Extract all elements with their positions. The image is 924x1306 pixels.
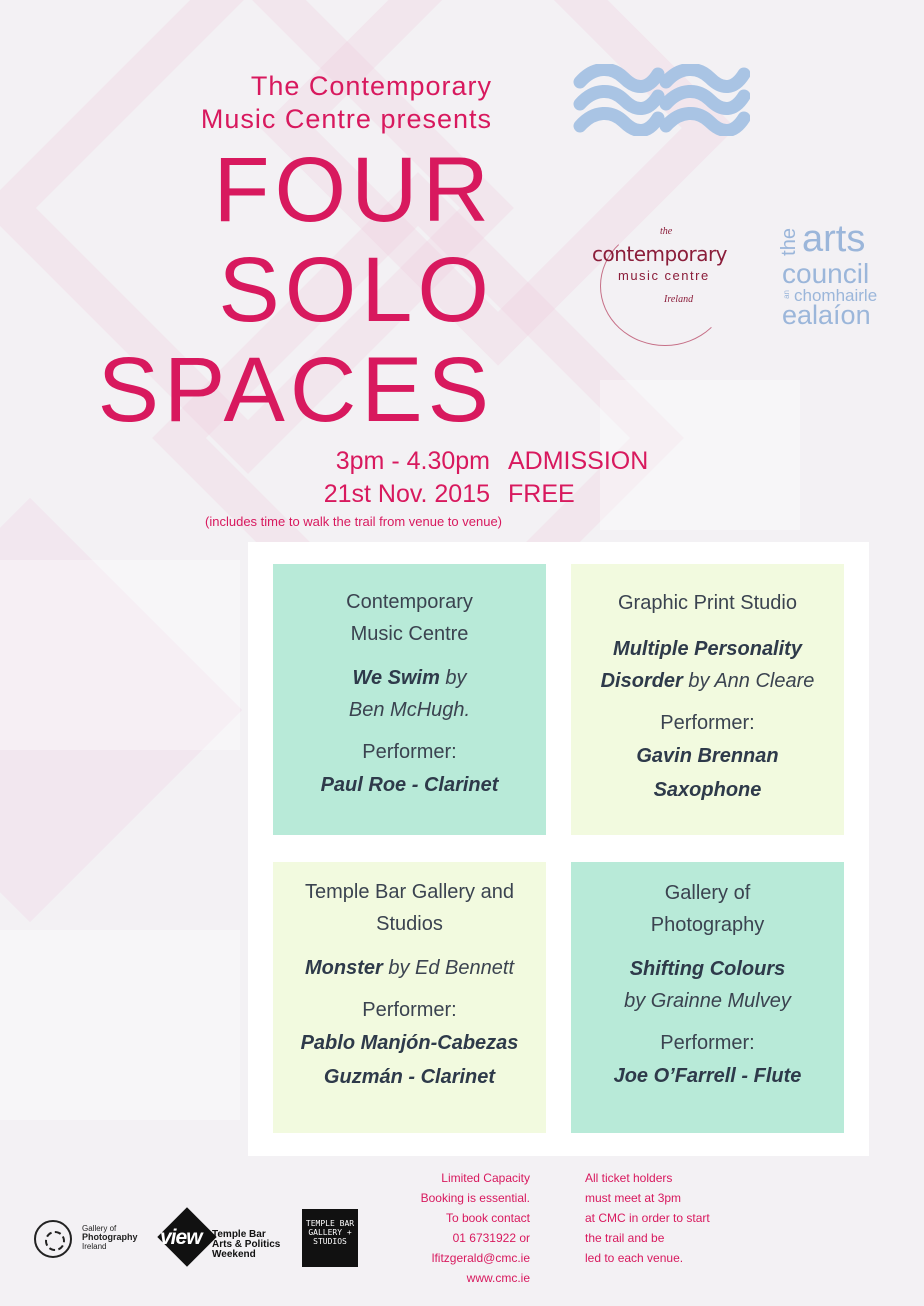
venue-name-line: Music Centre [350, 623, 469, 645]
venue-name-line: Gallery of [664, 882, 751, 904]
performer-instrument: Saxophone [653, 779, 762, 801]
performer-label: Performer: [362, 741, 457, 763]
meeting-line: led to each venue. [585, 1251, 684, 1265]
performer-name: Joe O’Farrell - Flute [613, 1065, 802, 1087]
arts-logo-ealaion: ealaíon [782, 300, 871, 330]
presenter-line-1: The Contemporary [250, 71, 492, 101]
presenter-line [201, 70, 492, 136]
composer-name: by Grainne Mulvey [624, 990, 791, 1012]
arts-logo-chomhairle: chomhairle [794, 286, 878, 305]
piece-title: Multiple Personality [613, 638, 802, 660]
venue-name-line: Photography [650, 914, 765, 936]
title-line-2: SOLO [218, 239, 494, 341]
venue-name [289, 586, 530, 650]
venue-card-temple-bar-gallery [273, 862, 546, 1133]
work-title [289, 662, 530, 726]
cmc-logo-place: Ireland [664, 294, 694, 305]
by-label: by [439, 667, 467, 689]
logo-text-line: Gallery of [82, 1224, 117, 1233]
booking-line: Booking is essential. [420, 1191, 530, 1205]
arts-logo-council: council [782, 258, 870, 289]
cmc-logo [592, 218, 742, 318]
performer-name: Pablo Manjón-Cabezas [300, 1032, 519, 1054]
temple-bar-gallery-logo [302, 1209, 358, 1267]
logo-text-line: TEMPLE BAR [305, 1219, 355, 1228]
booking-info [421, 1168, 530, 1288]
meeting-line: must meet at 3pm [585, 1191, 682, 1205]
logo-text-line: Weekend [212, 1249, 256, 1260]
title-line-3: SPACES [97, 339, 494, 441]
booking-line: Limited Capacity [441, 1171, 530, 1185]
performer-label: Performer: [660, 1032, 755, 1054]
piece-title: We Swim [352, 667, 440, 689]
event-time: 3pm - 4.30pm [335, 447, 490, 475]
piece-title: Monster [305, 957, 383, 979]
work-title [587, 633, 828, 697]
work-title [587, 953, 828, 1017]
aperture-icon [34, 1220, 72, 1258]
view-weekend-logo [158, 1212, 283, 1268]
piece-title-line-2: Disorder [600, 670, 683, 692]
arts-council-logo [778, 218, 900, 336]
logo-text-line: Temple Bar [212, 1229, 266, 1240]
logo-text-line: GALLERY + [308, 1228, 352, 1237]
performer-name: Gavin Brennan [636, 745, 779, 767]
venue-name [289, 876, 530, 940]
logo-text-line: STUDIOS [313, 1237, 347, 1246]
logo-text-line: Ireland [82, 1242, 107, 1251]
work-title [289, 952, 530, 984]
venue-name-line: Temple Bar Gallery and [305, 881, 514, 903]
view-wordmark: view [160, 1226, 202, 1249]
temple-bar-logo-text [302, 1219, 358, 1246]
venue-name [587, 877, 828, 941]
performer-name: Paul Roe - Clarinet [320, 774, 499, 796]
composer-name: by Ann Cleare [682, 670, 815, 692]
performer-label: Performer: [660, 712, 755, 734]
venue-name-line: Studios [376, 913, 443, 935]
arts-logo-arts: arts [802, 218, 866, 260]
arts-logo-the: the [778, 228, 800, 256]
meeting-line: All ticket holders [585, 1171, 673, 1185]
logo-text-line: Arts & Politics [212, 1239, 281, 1250]
performer-label: Performer: [362, 999, 457, 1021]
piece-title: Shifting Colours [629, 958, 786, 980]
booking-line: To book contact [445, 1211, 530, 1225]
wave-logo-icon [572, 64, 750, 136]
meeting-line: the trail and be [585, 1231, 665, 1245]
background-block [0, 560, 240, 750]
booking-email-link[interactable]: lfitzgerald@cmc.ie [431, 1251, 530, 1265]
presenter-line-2: Music Centre presents [200, 104, 492, 134]
meeting-info [585, 1168, 710, 1268]
venue-name-line: Contemporary [346, 591, 473, 613]
composer-name: by Ed Bennett [382, 957, 514, 979]
composer-name: Ben McHugh. [348, 699, 471, 721]
venue-card-graphic-print-studio [571, 564, 844, 835]
logo-text-line: Photography [82, 1232, 138, 1242]
title-line-1: FOUR [213, 139, 494, 241]
website-link[interactable]: www.cmc.ie [466, 1271, 530, 1285]
meeting-line: at CMC in order to start [585, 1211, 710, 1225]
background-block [0, 930, 240, 1120]
admission-label: ADMISSION [508, 447, 649, 475]
cmc-logo-sub: music centre [618, 268, 710, 283]
venue-card-cmc [273, 564, 546, 835]
view-logo-text [212, 1230, 292, 1260]
booking-phone: 01 6731922 or [452, 1231, 530, 1245]
admission-value: FREE [508, 480, 575, 508]
arts-logo-an: an [782, 290, 791, 299]
event-title [98, 140, 494, 440]
venue-card-gallery-of-photography [571, 862, 844, 1133]
gallery-of-photography-logo [34, 1220, 138, 1266]
performer-instrument: Guzmán - Clarinet [323, 1066, 496, 1088]
cmc-logo-the: the [660, 226, 673, 237]
trail-note: (includes time to walk the trail from venue to venue) [205, 514, 502, 529]
cmc-logo-name: contemporary [592, 242, 728, 266]
event-date: 21st Nov. 2015 [323, 480, 490, 508]
gallery-of-photography-text [82, 1224, 142, 1251]
venue-name: Graphic Print Studio [618, 592, 797, 614]
